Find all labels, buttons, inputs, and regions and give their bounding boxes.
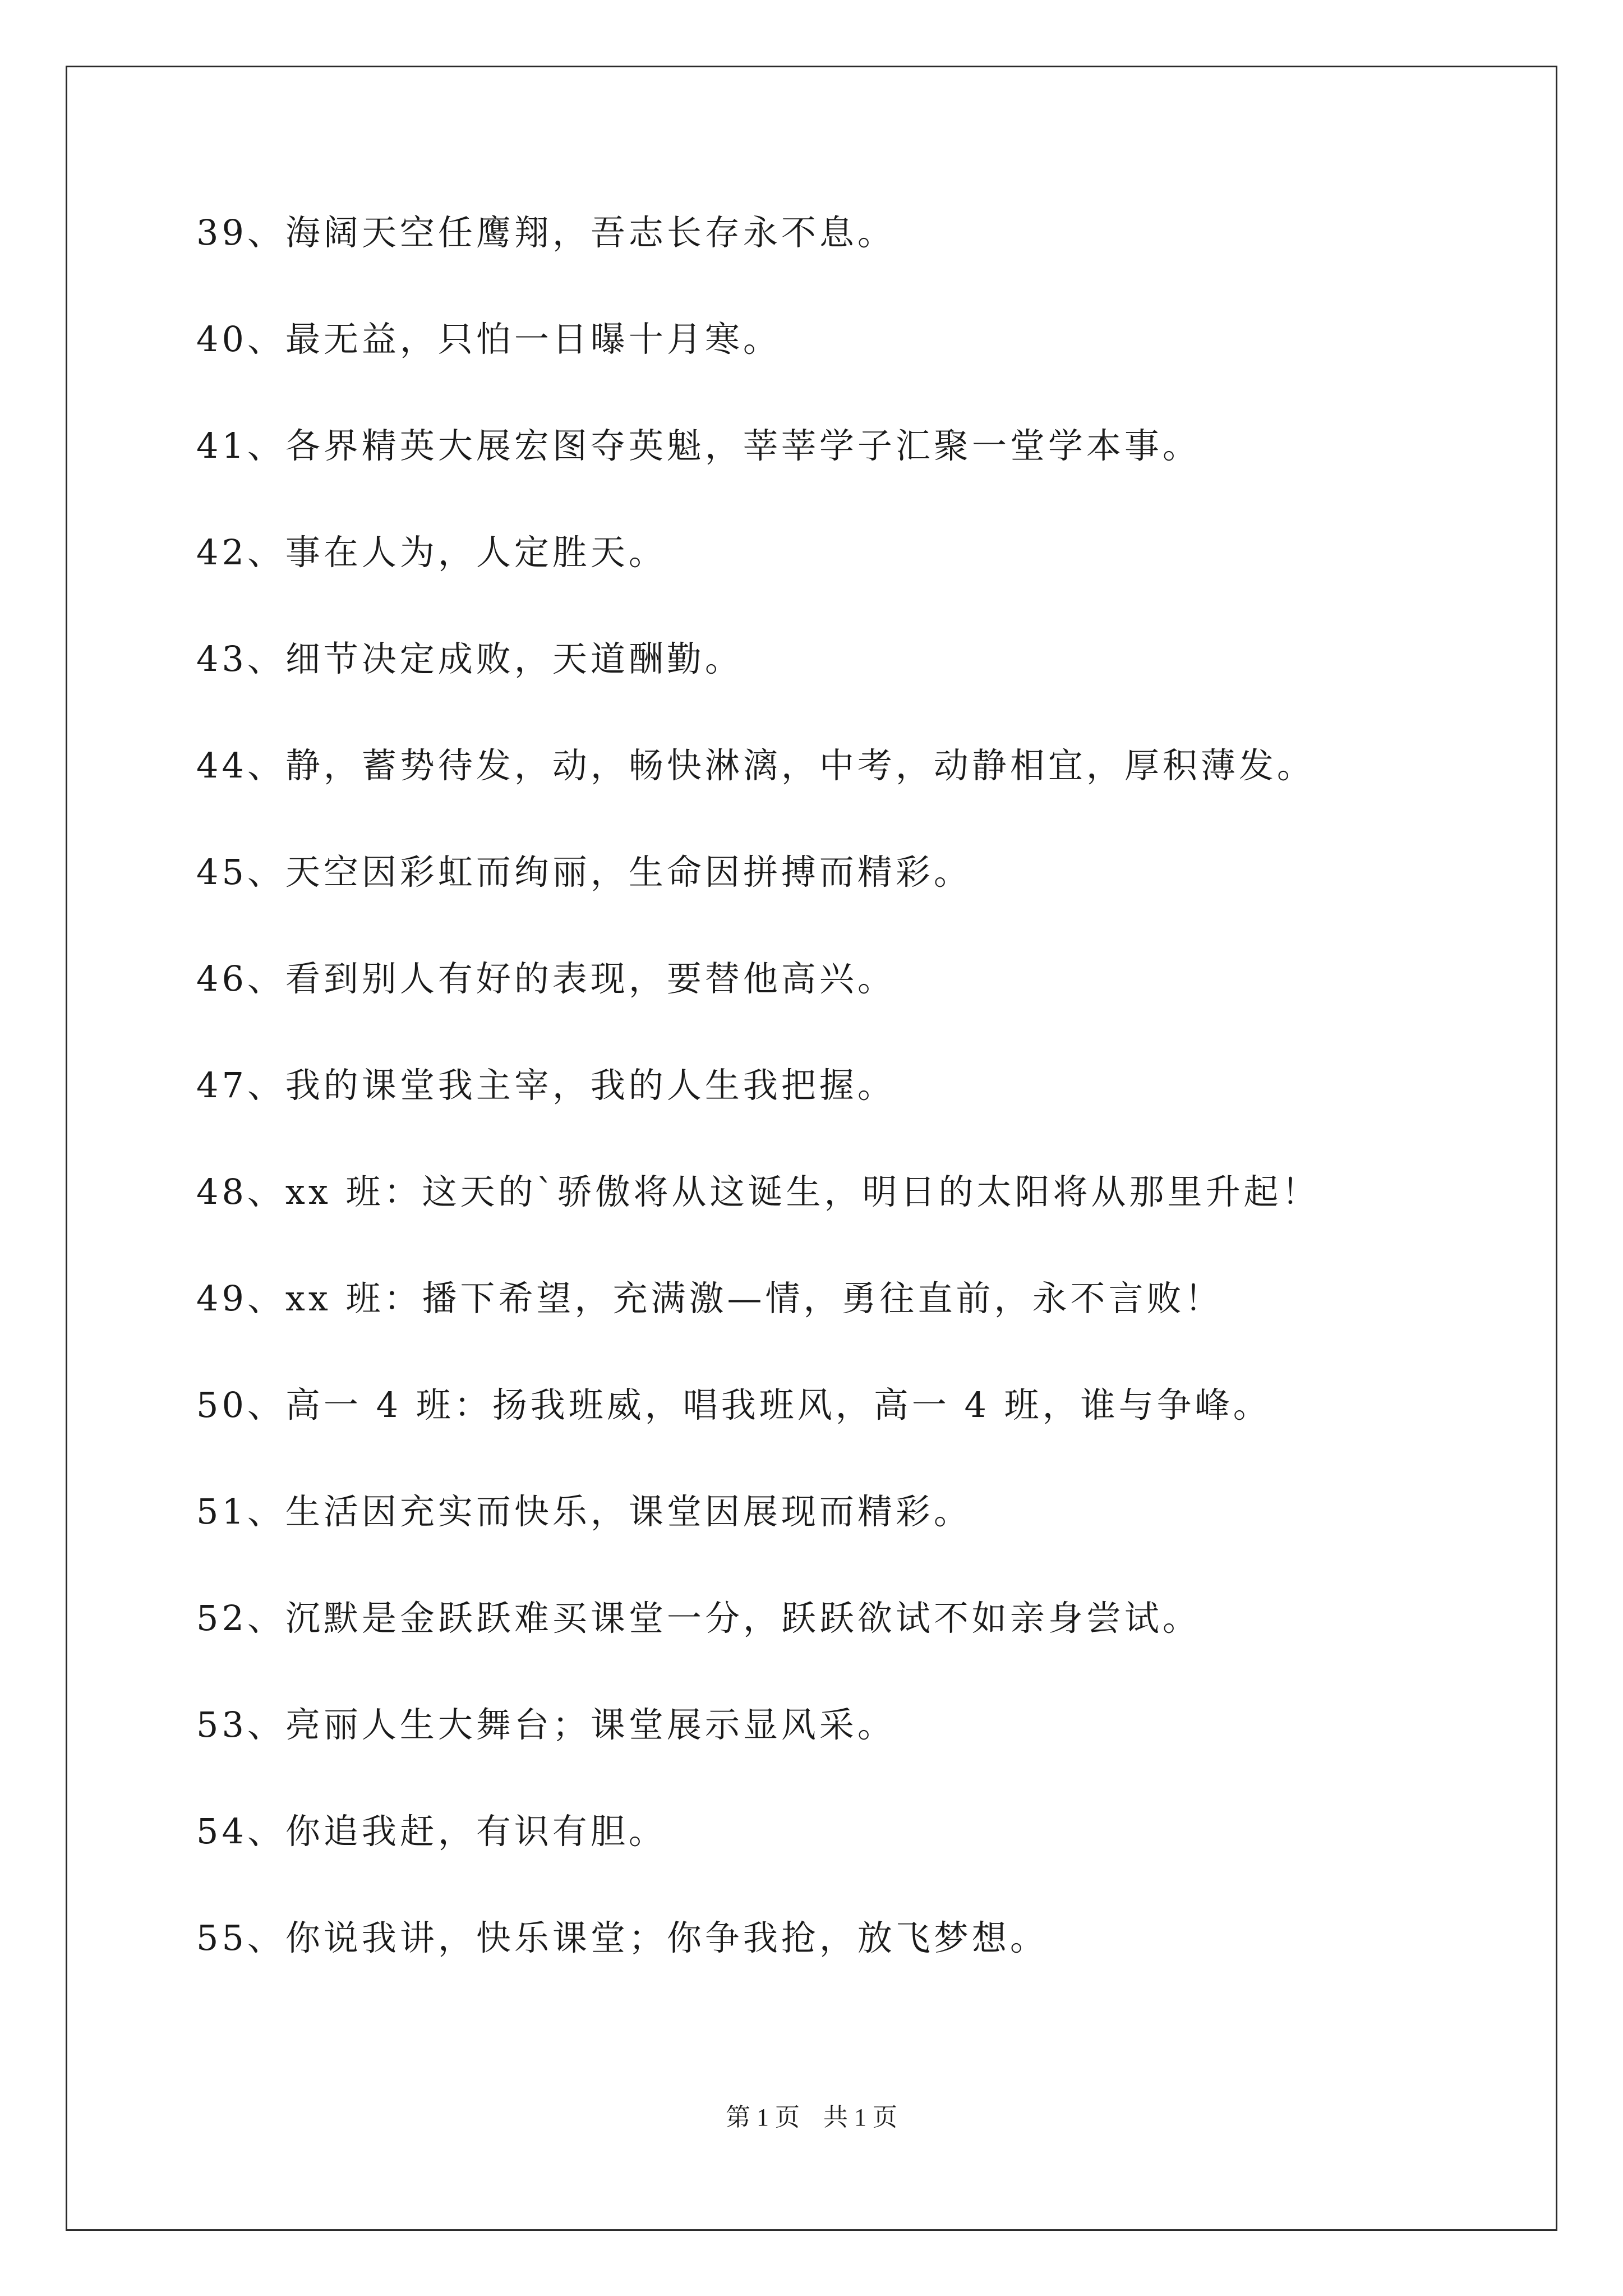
slogan-line-49: 49、xx 班：播下希望，充满激—情，勇往直前，永不言败！ [196,1278,1223,1319]
slogan-line-50: 50、高一 4 班：扬我班威，唱我班风，高一 4 班，谁与争峰。 [196,1384,1271,1425]
slogan-line-42: 42、事在人为，人定胜天。 [196,532,667,573]
slogan-line-53: 53、亮丽人生大舞台；课堂展示显风采。 [196,1704,896,1745]
page-number-current: 第 1 页 [726,2104,800,2131]
page-number-total: 共 1 页 [823,2104,897,2131]
slogan-line-52: 52、沉默是金跃跃难买课堂一分，跃跃欲试不如亲身尝试。 [196,1598,1201,1639]
slogan-line-44: 44、静，蓄势待发，动，畅快淋漓，中考，动静相宜，厚积薄发。 [196,745,1315,786]
slogan-line-45: 45、天空因彩虹而绚丽，生命因拼搏而精彩。 [196,852,972,892]
slogan-line-43: 43、细节决定成败，天道酬勤。 [196,638,743,679]
slogan-line-54: 54、你追我赶，有识有胆。 [196,1811,667,1852]
slogan-line-47: 47、我的课堂我主宰，我的人生我把握。 [196,1065,896,1106]
slogan-line-39: 39、海阔天空任鹰翔，吾志长存永不息。 [196,212,896,253]
slogan-line-46: 46、看到别人有好的表现，要替他高兴。 [196,958,896,999]
slogan-line-40: 40、最无益，只怕一日曝十月寒。 [196,319,781,360]
slogan-line-41: 41、各界精英大展宏图夺英魁，莘莘学子汇聚一堂学本事。 [196,425,1201,466]
slogan-line-51: 51、生活因充实而快乐，课堂因展现而精彩。 [196,1491,972,1532]
slogan-line-48: 48、xx 班：这天的`骄傲将从这诞生，明日的太阳将从那里升起！ [196,1171,1320,1212]
slogan-line-55: 55、你说我讲，快乐课堂；你争我抢，放飞梦想。 [196,1917,1048,1958]
page-footer [0,2101,1623,2134]
slogan-list [196,210,1531,2022]
